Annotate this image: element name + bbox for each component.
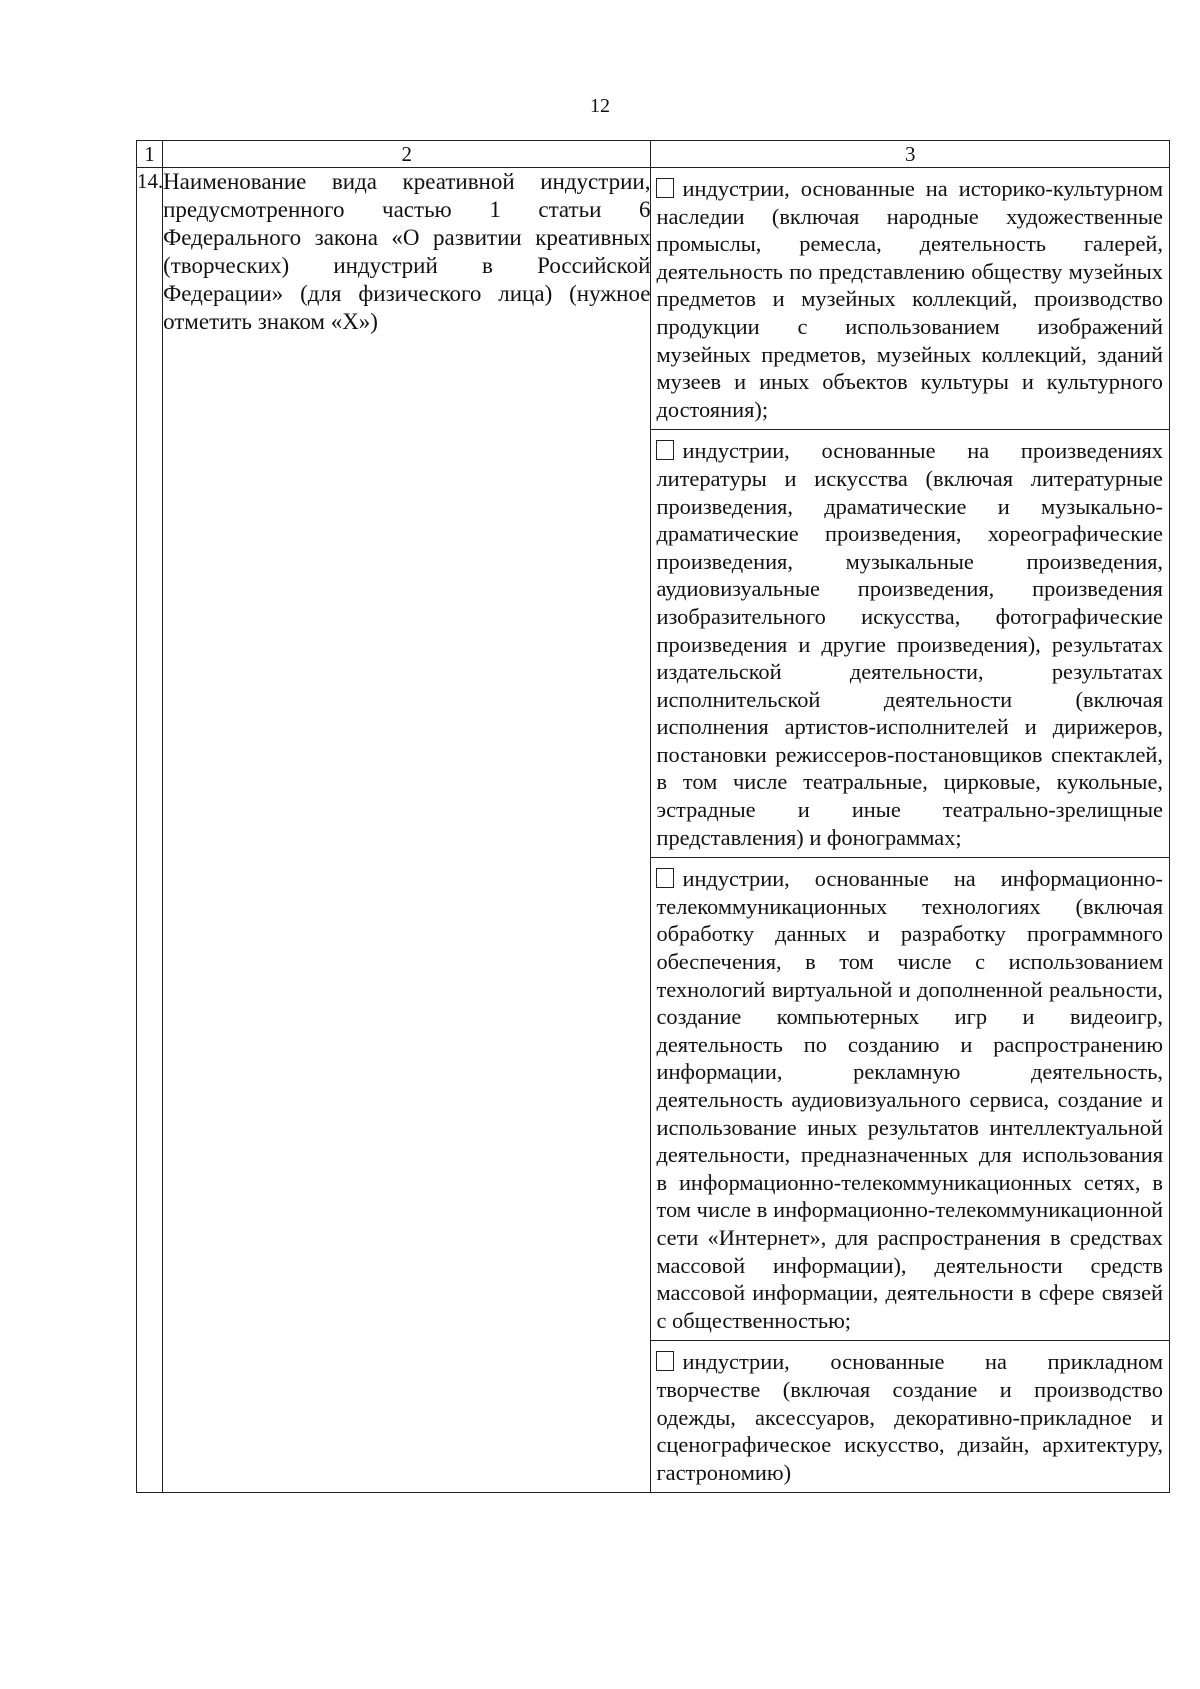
option-ict-text: индустрии, основанные на информационно-телекоммуникационных технологиях (включая обработку данных и разработку программного обеспечения, в том числе с использованием технологий виртуальной и дополненной реальности, создание компьютерных игр и видеоигр, деятельность по созданию и распространению информации, рекламную деятельность, деятельность аудиовизуального сервиса, создание и использование иных результатов интеллектуальной деятельности, предназначенных для использования в информационно-телекоммуникационных сетях, в том числе в информационно-телекоммуникационной сети «Интернет», для распространения в средствах массовой информации), деятельности средств массовой информации, деятельности в сфере связей с общественностью; bbox=[656, 866, 1163, 1333]
option-applied-creativity bbox=[650, 1341, 1169, 1492]
row-number: 14. bbox=[137, 168, 163, 1493]
row-label: Наименование вида креативной индустрии, предусмотренного частью 1 статьи 6 Федерального закона «О развитии креативных (творческих) индустрий в Российской Федерации» (для физического лица) (нужное отметить знаком «X») bbox=[163, 168, 651, 1493]
checkbox-applied-creativity[interactable] bbox=[656, 1351, 674, 1371]
form-table bbox=[136, 140, 1170, 1493]
checkbox-heritage[interactable] bbox=[656, 178, 674, 198]
option-heritage-text: индустрии, основанные на историко-культурном наследии (включая народные художественные промыслы, ремесла, деятельность галерей, деятельность по представлению обществу музейных предметов и музейных коллекций, производство продукции с использованием изображений музейных предметов, музейных коллекций, зданий музеев и иных объектов культуры и культурного достояния); bbox=[656, 176, 1163, 422]
options-cell bbox=[651, 168, 1170, 1493]
checkbox-literature-art[interactable] bbox=[656, 440, 674, 460]
page-number: 12 bbox=[590, 95, 610, 117]
option-literature-art bbox=[650, 430, 1169, 858]
option-applied-creativity-text: индустрии, основанные на прикладном творчестве (включая создание и производство одежды, аксессуаров, декоративно-прикладное и сценографическое искусство, дизайн, архитектуру, гастрономию) bbox=[656, 1349, 1163, 1485]
column-header-2: 2 bbox=[163, 141, 651, 168]
column-header-1: 1 bbox=[137, 141, 163, 168]
option-literature-art-text: индустрии, основанные на произведениях литературы и искусства (включая литературные произведения, драматические и музыкально-драматические произведения, хореографические произведения, музыкальные произведения, аудиовизуальные произведения, произведения изобразительного искусства, фотографические произведения и другие произведения), результатах издательской деятельности, результатах исполнительской деятельности (включая исполнения артистов-исполнителей и дирижеров, постановки режиссеров-постановщиков спектаклей, в том числе театральные, цирковые, кукольные, эстрадные и иные театрально-зрелищные представления) и фонограммах; bbox=[656, 438, 1163, 850]
table-row bbox=[137, 168, 1170, 1493]
table-header-row bbox=[137, 141, 1170, 168]
checkbox-ict[interactable] bbox=[656, 868, 674, 888]
option-heritage bbox=[650, 168, 1169, 430]
column-header-3: 3 bbox=[651, 141, 1170, 168]
option-ict bbox=[650, 858, 1169, 1341]
